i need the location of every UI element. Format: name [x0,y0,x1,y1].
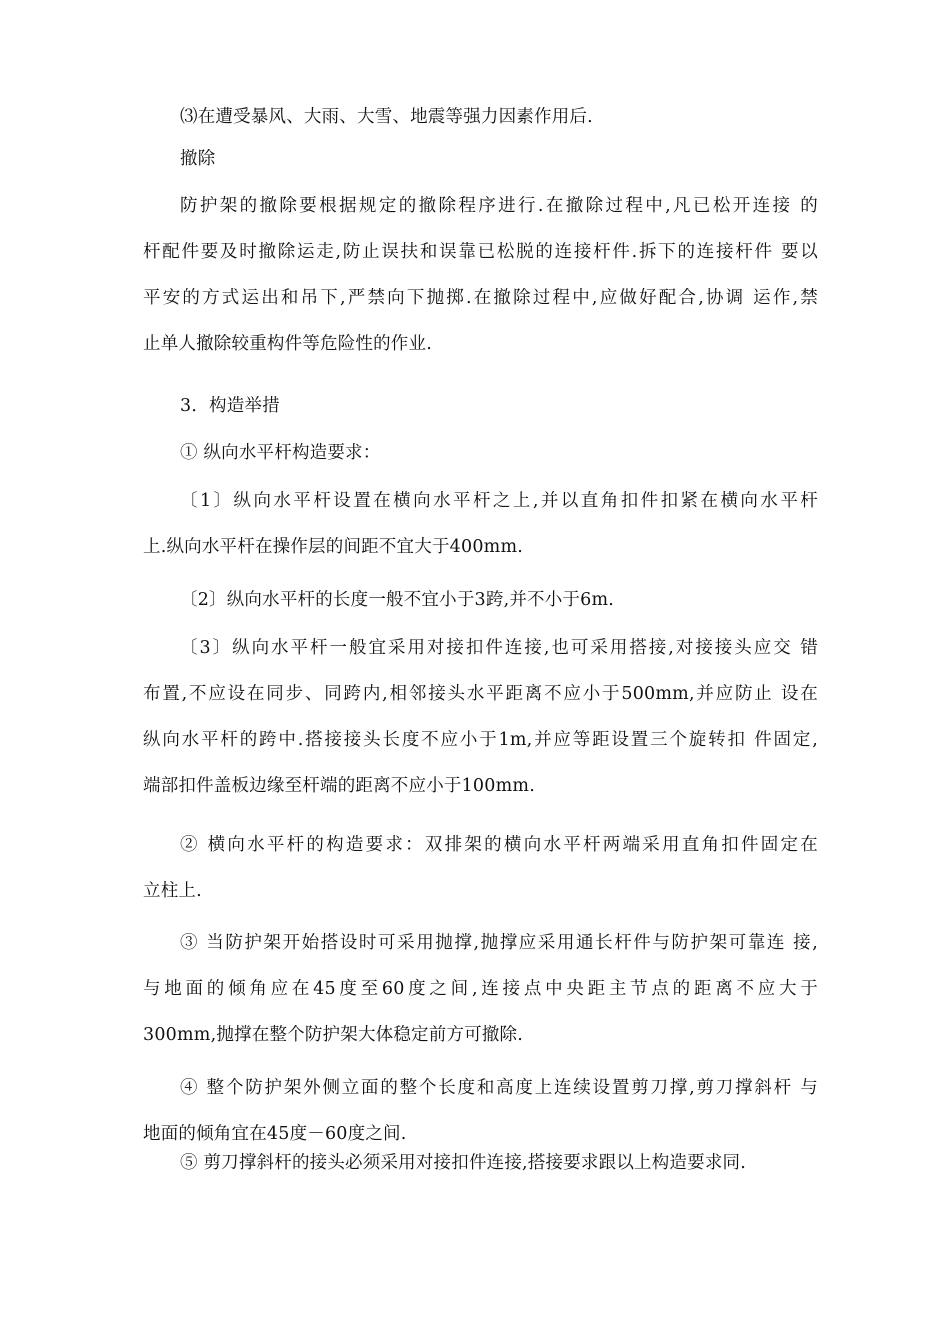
text-line: 防护架的撤除要根据规定的撤除程序进行.在撤除过程中,凡已松开连接 的 [180,196,818,216]
paragraph-longitudinal-1 [143,478,818,570]
text-line: 端部扣件盖板边缘至杆端的距离不应小于100mm. [143,776,535,796]
paragraph-longitudinal-2 [143,577,818,623]
text-line: 纵向水平杆的跨中.搭接接头长度不应小于1m,并应等距设置三个旋转扣 件固定, [143,730,818,750]
text-line: ① 纵向水平杆构造要求： [180,443,381,463]
paragraph-dismantle [143,183,818,367]
text-line: 〔3〕纵向水平杆一般宜采用对接扣件连接,也可采用搭接,对接接头应交 错 [180,638,818,658]
text-line: 〔2〕纵向水平杆的长度一般不宜小于3跨,并不小于6m. [180,590,615,610]
text-line: 平安的方式运出和吊下,严禁向下抛掷.在撤除过程中,应做好配合,协调 运作,禁 [143,288,818,308]
heading-longitudinal-bar [143,430,818,476]
text-line: 300mm,抛撑在整个防护架大体稳定前方可撤除. [143,1025,524,1045]
text-line: 杆配件要及时撤除运走,防止误扶和误靠已松脱的连接杆件.拆下的连接杆件 要以 [143,242,818,262]
heading-dismantle [143,136,818,182]
paragraph-transverse-bar [143,822,818,914]
text-line: 3．构造举措 [180,396,280,416]
text-line: ② 横向水平杆的构造要求：双排架的横向水平杆两端采用直角扣件固定在 [180,835,818,855]
paragraph-scissor-joint [143,1140,818,1186]
text-line: 〔1〕纵向水平杆设置在横向水平杆之上,并以直角扣件扣紧在横向水平杆 [180,491,818,511]
text-line: 与地面的倾角应在45度至60度之间,连接点中央距主节点的距离不应大于 [143,979,818,999]
text-line: 地面的倾角宜在45度－60度之间. [143,1124,407,1144]
text-line: 布置,不应设在同步、同跨内,相邻接头水平距离不应小于500mm,并应防止 设在 [143,684,818,704]
text-line: 立柱上. [143,881,202,901]
paragraph-inspection-item-3 [143,94,818,140]
paragraph-bracing [143,920,818,1058]
text-line: 撤除 [180,149,216,169]
heading-construction-measures [143,383,818,429]
text-line: ⑤ 剪刀撑斜杆的接头必须采用对接扣件连接,搭接要求跟以上构造要求同. [180,1153,746,1173]
text-line: ④ 整个防护架外侧立面的整个长度和高度上连续设置剪刀撑,剪刀撑斜杆 与 [180,1078,818,1098]
paragraph-longitudinal-3 [143,625,818,809]
text-line: 止单人撤除较重构件等危险性的作业. [143,334,432,354]
text-line: ③ 当防护架开始搭设时可采用抛撑,抛撑应采用通长杆件与防护架可靠连 接, [180,933,818,953]
text-line: ⑶在遭受暴风、大雨、大雪、地震等强力因素作用后. [180,107,593,127]
text-line: 上.纵向水平杆在操作层的间距不宜大于400mm. [143,537,524,557]
